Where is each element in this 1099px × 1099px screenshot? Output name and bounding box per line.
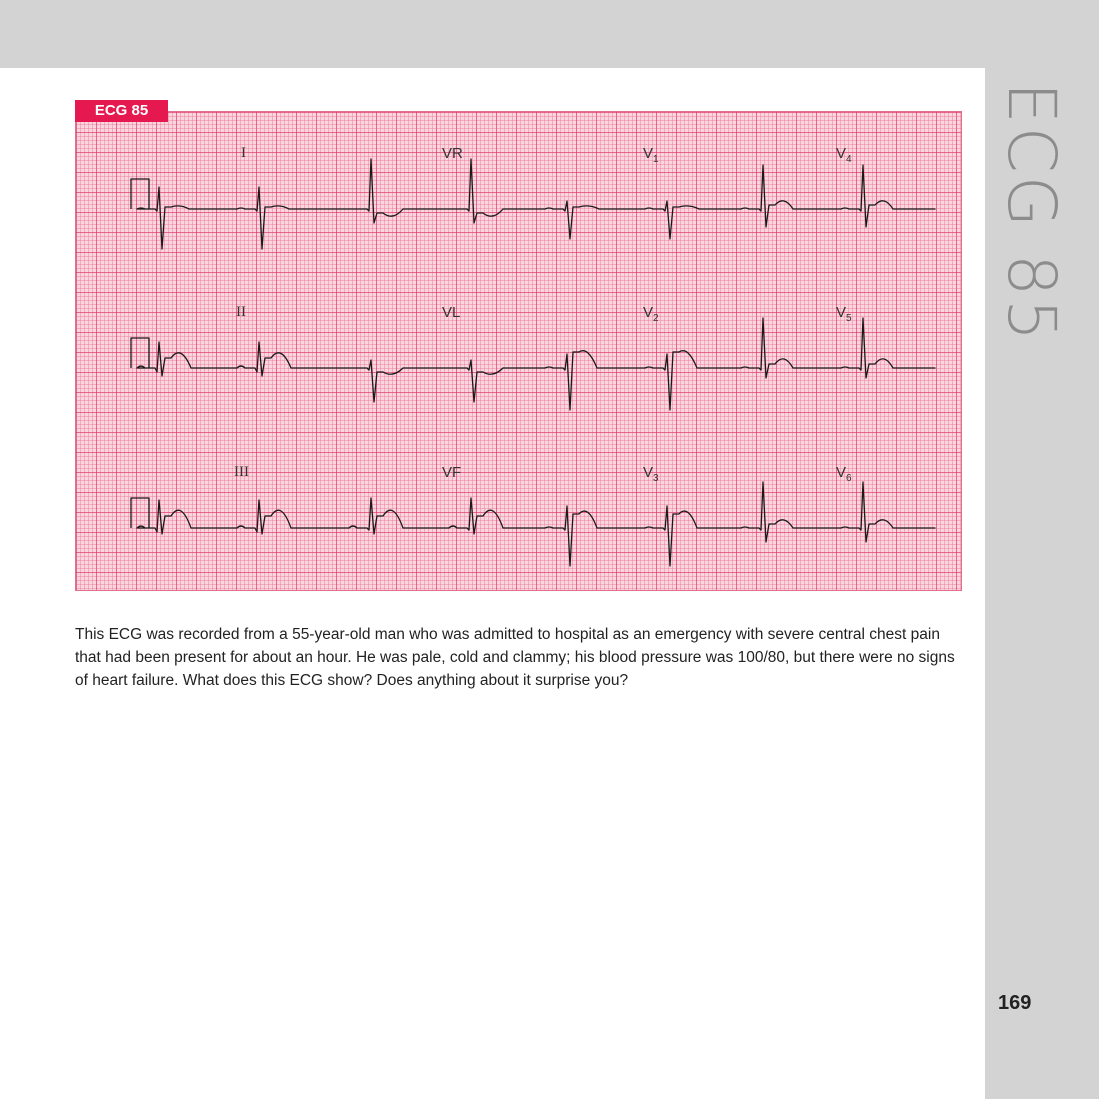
ecg-badge: ECG 85 bbox=[75, 100, 168, 122]
lead-label-ii: II bbox=[236, 304, 246, 320]
ecg-traces bbox=[76, 112, 963, 592]
lead-label-vl: VL bbox=[442, 304, 461, 321]
top-band bbox=[0, 0, 1099, 68]
lead-label-iii: III bbox=[234, 464, 249, 480]
lead-label-vr: VR bbox=[442, 145, 463, 162]
ecg-trace-row-3 bbox=[131, 482, 935, 566]
lead-label-v5: $V_5$ bbox=[836, 304, 852, 324]
ecg-trace-row-2 bbox=[131, 318, 935, 410]
lead-label-v1: $V_1$ bbox=[643, 145, 659, 165]
lead-label-v3: $V_3$ bbox=[643, 464, 659, 484]
lead-label-v6: $V_6$ bbox=[836, 464, 852, 484]
lead-label-v4: $V_4$ bbox=[836, 145, 852, 165]
side-title: ECG 85 bbox=[993, 82, 1070, 344]
lead-label-i: I bbox=[241, 145, 246, 161]
ecg-strip bbox=[75, 111, 962, 591]
page-number: 169 bbox=[998, 992, 1032, 1014]
lead-label-v2: $V_2$ bbox=[643, 304, 659, 324]
ecg-trace-row-1 bbox=[131, 159, 935, 249]
lead-label-vf: VF bbox=[442, 464, 462, 481]
case-description: This ECG was recorded from a 55-year-old man who was admitted to hospital as an emergency with severe central chest pain that had been present for about an hour. He was pale, cold and clammy; his blood pressure was 100/80, but there were no signs of heart failure. What does this ECG show? Does anything about it surprise you? bbox=[75, 626, 955, 689]
